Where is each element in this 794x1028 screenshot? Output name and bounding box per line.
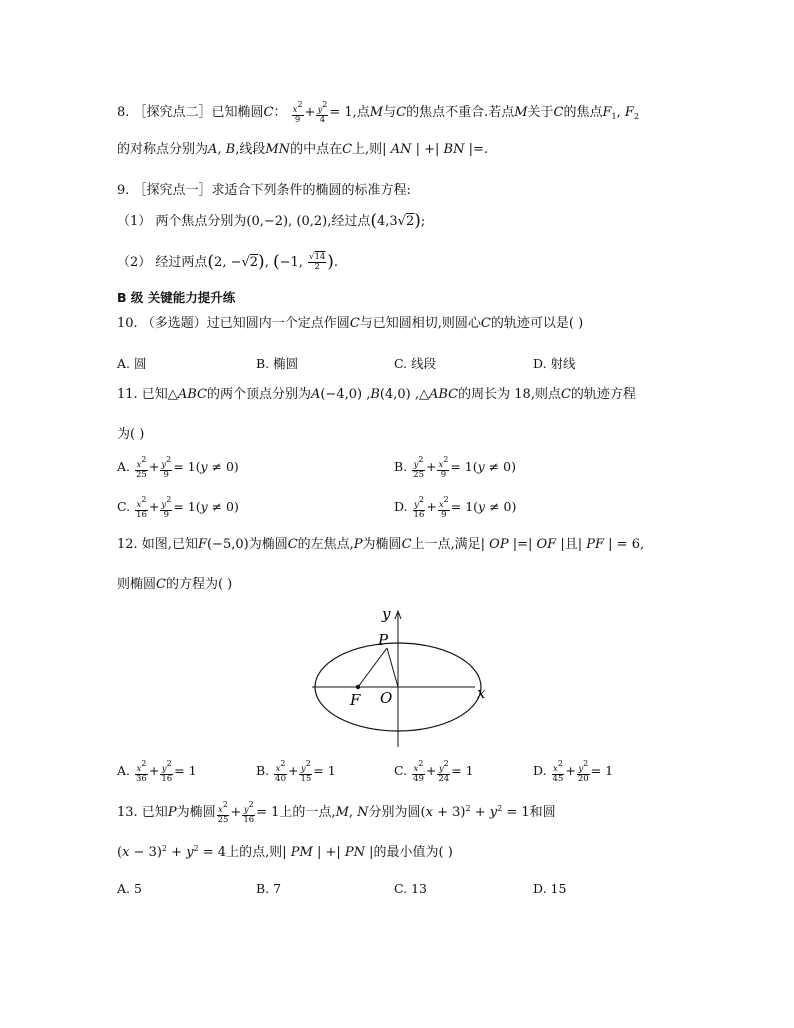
- q9-stem: 9. ［探究点一］求适合下列条件的椭圆的标准方程:: [117, 183, 411, 198]
- q13-stem: 13. 已知P为椭圆 $\frac{x2}{25}$ + $\frac{y2}{16}$ = 1上的一点,M, N分别为圆$(x + 3)^2 + y^2 = 1$和圆: [117, 800, 556, 825]
- ellipse-figure: [300, 605, 500, 755]
- label-o: O: [380, 689, 393, 707]
- q13-option-b: B. 7: [256, 881, 282, 896]
- q10-option-b: B. 椭圆: [256, 356, 299, 371]
- q9-part1: （1） 两个焦点分别为(0,−2), (0,2),经过点(4,3√2);: [117, 211, 426, 231]
- q12-line2: 则椭圆C的方程为( ): [117, 577, 233, 592]
- fraction: $\frac{y2}{4}$: [317, 100, 328, 125]
- q13-option-a: A. 5: [117, 881, 142, 896]
- q8-line2: 的对称点分别为A, B,线段MN的中点在C上,则| AN | +| BN |=.: [117, 142, 489, 157]
- label-x: x: [477, 684, 486, 702]
- label-p: P: [378, 631, 389, 649]
- q13-option-c: C. 13: [394, 881, 427, 896]
- q9-part2: （2） 经过两点(2, −√2), (−1, $\frac{√14}{2}$ ).: [117, 252, 339, 272]
- label-f: F: [350, 691, 361, 709]
- q12-option-d: D. $\frac{x2}{45}$ + $\frac{y2}{20}$ = 1: [533, 759, 614, 784]
- segment-fp: [358, 648, 387, 687]
- q11-option-c: C. $\frac{x2}{16}$ + $\frac{y2}{9}$ = 1(y ≠ 0): [117, 495, 239, 520]
- q11-stem: 11. 已知△ABC的两个顶点分别为A(−4,0) ,B(4,0) ,△ABC的周长为 18,则点C的轨迹方程: [117, 387, 636, 402]
- fraction: $\frac{√14}{2}$: [309, 252, 326, 272]
- q10-stem: 10. （多选题）过已知圆内一个定点作圆C与已知圆相切,则圆心C的轨迹可以是( ): [117, 316, 584, 331]
- q12-stem: 12. 如图,已知F(−5,0)为椭圆C的左焦点,P为椭圆C上一点,满足| OP |=| OF |且| PF | = 6,: [117, 537, 645, 552]
- segment-po: [387, 648, 398, 687]
- q10-option-a: A. 圆: [117, 356, 147, 371]
- q12-option-b: B. $\frac{x2}{40}$ + $\frac{y2}{15}$ = 1: [256, 759, 336, 784]
- q11-line2: 为( ): [117, 427, 145, 442]
- point-f: [356, 685, 360, 689]
- fraction: $\frac{x2}{9}$: [292, 100, 303, 125]
- q12-option-a: A. $\frac{x2}{36}$ + $\frac{y2}{16}$ = 1: [117, 759, 197, 784]
- q10-option-c: C. 线段: [394, 356, 437, 371]
- label-y: y: [382, 605, 391, 623]
- q11-option-a: A. $\frac{x2}{25}$ + $\frac{y2}{9}$ = 1(y ≠ 0): [117, 455, 239, 480]
- q10-option-d: D. 射线: [533, 356, 576, 371]
- q12-option-c: C. $\frac{x2}{49}$ + $\frac{y2}{24}$ = 1: [394, 759, 474, 784]
- q11-option-d: D. $\frac{y2}{16}$ + $\frac{x2}{9}$ = 1(y ≠ 0): [394, 495, 517, 520]
- q8-line1: 8. ［探究点二］已知椭圆C： $\frac{x2}{9}$ + $\frac{y2}{4}$ = 1,点M与C的焦点不重合.若点M关于C的焦点$F_1$, $F_2$: [117, 100, 640, 125]
- q8-text: 8. ［探究点二］已知椭圆: [117, 105, 264, 120]
- q13-option-d: D. 15: [533, 881, 567, 896]
- q13-line2: $(x - 3)^2 + y^2 = 4$上的点,则| PM | +| PN |的最小值为( ): [117, 844, 453, 860]
- section-title: B 级 关键能力提升练: [117, 290, 236, 305]
- q11-option-b: B. $\frac{y2}{25}$ + $\frac{x2}{9}$ = 1(y ≠ 0): [394, 455, 516, 480]
